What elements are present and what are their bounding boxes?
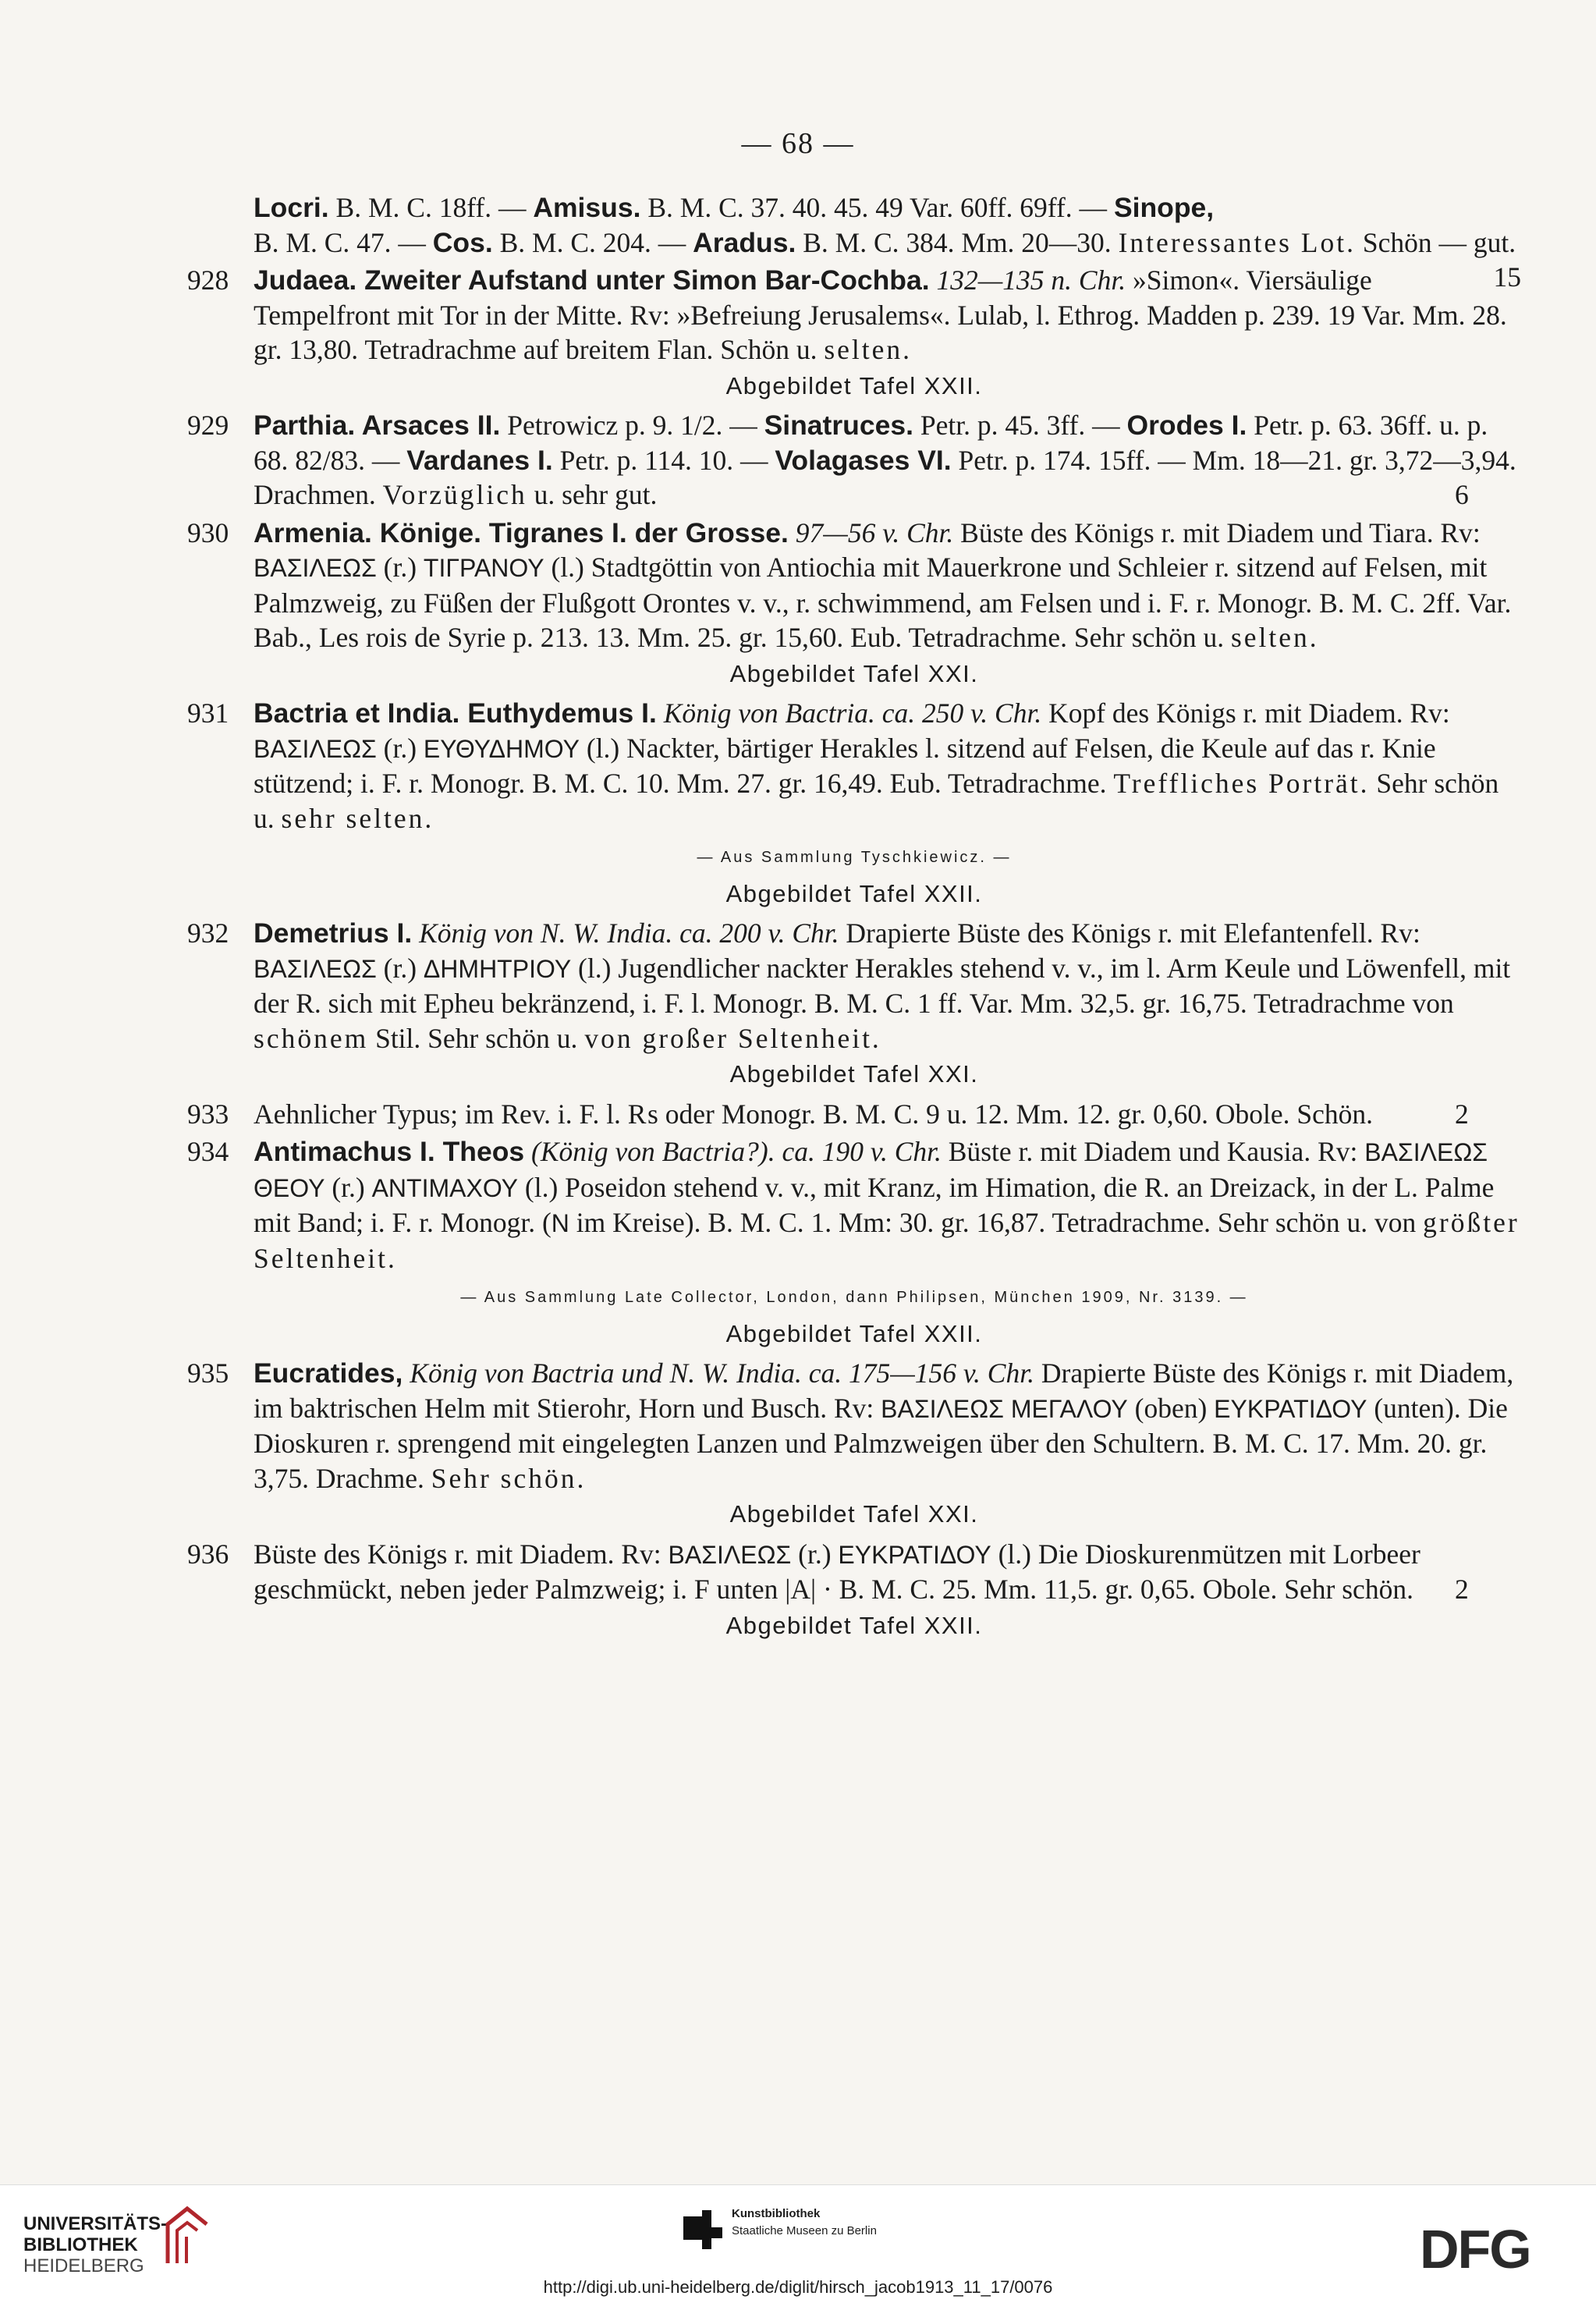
entry-text-run: Interessantes Lot. bbox=[1118, 226, 1356, 258]
entry-text-run bbox=[403, 1357, 410, 1389]
entry-text-run: B. M. C. 37. 40. 45. 49 Var. 60ff. 69ff. — bbox=[640, 192, 1114, 223]
kunstbibliothek-mark-icon bbox=[680, 2210, 724, 2249]
entry-heading: Demetrius I. bbox=[254, 917, 413, 949]
entry-heading: Antimachus I. Theos bbox=[254, 1136, 525, 1167]
entry-text-run: (unten). Die Dioskuren r. sprengend mit eingelegten Lanzen und Palmzweigen über den Schultern. B. M. C. 17. Mm. 20. gr. 3,75. Drachme. bbox=[254, 1392, 1508, 1494]
entry-text-run: B. M. C. 384. Mm. 20—30. bbox=[796, 226, 1119, 258]
entry-text-run bbox=[657, 697, 664, 729]
entry-dating: 97—56 v. Chr. bbox=[795, 516, 954, 548]
entry-text-run: größter Seltenheit. bbox=[254, 1207, 1520, 1274]
entry-text-run: schönem bbox=[254, 1022, 369, 1054]
entry-heading: Sinope, bbox=[1113, 192, 1215, 223]
lot-number: 929 bbox=[187, 410, 229, 441]
entry-text-run: »Simon«. Viersäulige Tempelfront mit Tor in der Mitte. Rv: »Befreiung Jerusalems«. Lulab, l. Ethrog. Madden p. 239. 19 Var. Mm. 28. gr. 13,80. Tetradrachme auf breitem Flan. Schön u. bbox=[254, 264, 1507, 365]
source-url[interactable]: http://digi.ub.uni-heidelberg.de/diglit/hirsch_jacob1913_11_17/0076 bbox=[543, 2277, 1053, 2297]
dfg-logo: DFG bbox=[1420, 2219, 1530, 2280]
entry-text-run: Sehr schön. bbox=[431, 1462, 587, 1494]
lot-number: 930 bbox=[187, 516, 229, 548]
entry-text-run bbox=[789, 517, 796, 548]
entry-heading: Bactria et India. Euthydemus I. bbox=[254, 697, 657, 729]
entry-heading: Eucratides, bbox=[254, 1357, 403, 1389]
plate-reference: Abgebildet Tafel XXII. bbox=[725, 1319, 983, 1347]
plate-reference: Abgebildet Tafel XXII. bbox=[725, 371, 983, 399]
entry-text bbox=[187, 516, 1521, 655]
entry-text-run: B. M. C. 47. — bbox=[254, 226, 433, 258]
entry-text-run: (l.) Nackter, bärtiger Herakles l. sitzend auf Felsen, die Keule auf das r. Knie stützend; i. F. r. Monogr. B. M. C. 10. Mm. 27. gr. 16,49. Eub. Tetradrachme. bbox=[254, 732, 1436, 799]
entry-heading: Aradus. bbox=[693, 226, 796, 258]
entry-text bbox=[187, 263, 1521, 367]
entry-heading: Cos. bbox=[432, 226, 493, 258]
entry-text-run: Stil. Sehr schön u. bbox=[368, 1022, 585, 1054]
entry-heading: Armenia. Könige. Tigranes I. der Grosse. bbox=[254, 516, 789, 548]
entry-text-run: (l.) Poseidon stehend v. v., mit Kranz, im Himation, die R. an Dreizack, in der L. Palme mit Band; i. F. r. Monogr. ( bbox=[254, 1171, 1495, 1238]
entry-text-run: Vorzüglich bbox=[382, 479, 527, 510]
entry-text-run: B. M. C. 18ff. — bbox=[328, 192, 534, 223]
greek-legend: ΕΥΚΡΑΤΙΔΟΥ bbox=[1214, 1394, 1367, 1423]
greek-legend: ΒΑΣΙΛΕΩΣ bbox=[254, 554, 377, 582]
greek-legend: ΤΙΓΡΑΝΟΥ bbox=[423, 554, 544, 582]
entry-text-run: Sehr schön u. bbox=[254, 768, 1499, 834]
entry-dating: König von N. W. India. ca. 200 v. Chr. bbox=[419, 917, 839, 949]
entry-text-run: selten. bbox=[824, 334, 913, 365]
greek-legend: ΒΑΣΙΛΕΩΣ bbox=[254, 954, 377, 983]
entry-text-run: (r.) bbox=[791, 1538, 839, 1570]
entry-text-run: (r.) bbox=[376, 552, 424, 583]
greek-legend: ΒΑΣΙΛΕΩΣ bbox=[668, 1540, 792, 1569]
catalog-entries bbox=[187, 190, 1521, 1648]
catalog-entry bbox=[187, 516, 1521, 692]
entry-heading: Orodes I. bbox=[1126, 410, 1247, 441]
entry-text-run: Petr. p. 114. 10. — bbox=[552, 444, 775, 476]
entry-text bbox=[187, 696, 1521, 836]
entry-text-run: Aehnlicher Typus; im Rev. i. F. l. ₨ oder Monogr. B. M. C. 9 u. 12. Mm. 12. gr. 0,60. Obole. Schön. bbox=[254, 1098, 1374, 1130]
entry-dating: (König von Bactria?). ca. 190 v. Chr. bbox=[531, 1136, 942, 1167]
entry-text: 936 Büste des Königs r. mit Diadem. Rv: ΒΑΣΙΛΕΩΣ (r.) ΕΥΚΡΑΤΙΔΟΥ (l.) Die Dioskurenmützen mit Lorbeer geschmückt, neben jeder Palmzweig; i. F unten |A| · B. M. C. 25. Mm. 11,5. gr. 0,65. Obole. Sehr schön. 2 bbox=[187, 1538, 1469, 1605]
entry-text bbox=[187, 1134, 1521, 1276]
lot-number: 932 bbox=[187, 917, 229, 949]
catalog-entry bbox=[187, 1134, 1521, 1351]
catalog-entry bbox=[187, 1356, 1521, 1532]
catalog-entry bbox=[187, 696, 1521, 911]
catalog-entry bbox=[187, 263, 1521, 403]
entry-text-run: Petr. p. 174. 15ff. — Mm. 18—21. gr. 3,72—3,94. Drachmen. bbox=[254, 444, 1516, 510]
digitization-footer: UNIVERSITÄTS- BIBLIOTHEK HEIDELBERG Kunstbibliothek Staatliche Museen zu Berlin DFG http://digi.ub.uni-heidelberg.de/diglit/hirsch_jacob1913_11_17/0076 bbox=[0, 2184, 1596, 2303]
entry-text-run: Petr. p. 63. 36ff. u. p. 68. 82/83. — bbox=[254, 410, 1488, 476]
entry-text-run: (l.) Die Dioskurenmützen mit Lorbeer geschmückt, neben jeder Palmzweig; i. F unten |A| · B. M. C. 25. Mm. 11,5. gr. 0,65. Obole. Sehr schön. bbox=[254, 1538, 1420, 1605]
greek-legend: ΕΥΚΡΑΤΙΔΟΥ bbox=[838, 1540, 991, 1569]
greek-legend: ΒΑΣΙΛΕΩΣ ΜΕΓΑΛΟΥ bbox=[881, 1394, 1128, 1423]
plate-reference: Abgebildet Tafel XXI. bbox=[729, 1060, 979, 1088]
plate-reference: Abgebildet Tafel XXI. bbox=[729, 1500, 979, 1528]
entry-dating: 132—135 n. Chr. bbox=[936, 264, 1126, 296]
entry-text bbox=[187, 916, 1521, 1056]
page-number: — 68 — bbox=[741, 127, 855, 160]
university-logo-icon bbox=[160, 2201, 215, 2271]
entry-text-run: u. sehr gut. bbox=[527, 479, 658, 510]
entry-heading: Amisus. bbox=[533, 192, 641, 223]
entry-heading: Locri. bbox=[254, 192, 329, 223]
entry-heading: Judaea. Zweiter Aufstand unter Simon Bar-Cochba. bbox=[254, 264, 930, 296]
entry-text-run: Petr. p. 45. 3ff. — bbox=[913, 410, 1127, 441]
greek-legend: ΔΗΜΗΤΡΙΟΥ bbox=[423, 954, 572, 983]
lot-number: 936 bbox=[187, 1538, 229, 1570]
entry-heading: Vardanes I. bbox=[406, 444, 553, 476]
entry-text-run bbox=[524, 1136, 531, 1167]
entry-text-run: Kopf des Königs r. mit Diadem. Rv: bbox=[1041, 697, 1450, 729]
catalog-entry bbox=[187, 408, 1521, 513]
entry-text-run: Treffliches Porträt. bbox=[1113, 768, 1370, 799]
lot-number: 935 bbox=[187, 1357, 229, 1389]
entry-text-run: (oben) bbox=[1127, 1392, 1215, 1424]
provenance-note: — Aus Sammlung Tyschkiewicz. — bbox=[697, 849, 1012, 866]
lot-number: 928 bbox=[187, 264, 229, 296]
entry-text-run: Drapierte Büste des Königs r. mit Elefantenfell. Rv: bbox=[839, 917, 1420, 949]
entry-text-run: (r.) bbox=[376, 732, 424, 764]
greek-legend: ΒΑΣΙΛΕΩΣ ΘΕΟΥ bbox=[254, 1138, 1488, 1202]
plate-reference: Abgebildet Tafel XXI. bbox=[729, 659, 979, 687]
greek-legend: ΒΑΣΙΛΕΩΣ bbox=[254, 734, 377, 763]
entry-text-run: sehr selten. bbox=[281, 802, 434, 834]
lot-number: 933 bbox=[187, 1098, 229, 1130]
catalog-entry bbox=[187, 916, 1521, 1092]
lot-number: 931 bbox=[187, 697, 229, 729]
entry-text: 929 Parthia. Arsaces II. Petrowicz p. 9. 1/2. — Sinatruces. Petr. p. 45. 3ff. — Orodes I. Petr. p. 63. 36ff. u. p. 68. 82/83. — Vardanes I. Petr. p. 114. 10. — Volagases VI. Petr. p. 174. 15ff. — Mm. 18—21. gr. 3,72—3,94. Drachmen. Vorzüglich u. sehr gut. 6 bbox=[187, 410, 1516, 510]
catalog-entry bbox=[187, 1097, 1521, 1132]
entry-text: 933 Aehnlicher Typus; im Rev. i. F. l. ₨ oder Monogr. B. M. C. 9 u. 12. Mm. 12. gr. 0,60. Obole. Schön. 2 bbox=[187, 1097, 1521, 1132]
catalog-entry bbox=[187, 1537, 1521, 1644]
entry-dating: König von Bactria. ca. 250 v. Chr. bbox=[663, 697, 1042, 729]
entry-text bbox=[187, 1356, 1521, 1496]
plate-reference: Abgebildet Tafel XXII. bbox=[725, 1611, 983, 1639]
entry-text-run: (r.) bbox=[376, 952, 424, 984]
entry-text bbox=[187, 190, 1521, 225]
entry-text-run: (r.) bbox=[325, 1171, 372, 1203]
entry-text-run: selten. bbox=[1230, 622, 1319, 653]
entry-text-run: B. M. C. 204. — bbox=[492, 226, 693, 258]
greek-legend: ΕΥΘΥΔΗΜΟΥ bbox=[423, 734, 580, 763]
entry-text-run: Schön — gut. bbox=[1355, 226, 1516, 258]
plate-reference: Abgebildet Tafel XXII. bbox=[725, 879, 983, 907]
entry-text-run: (l.) Jugendlicher nackter Herakles stehend v. v., im l. Arm Keule und Löwenfell, mit der R. sich mit Epheu bekränzend, i. F. l. Monogr. B. M. C. 1 ff. Var. Mm. 32,5. gr. 16,75. Tetradrachme von bbox=[254, 952, 1511, 1019]
entry-text-run: Büste des Königs r. mit Diadem und Tiara. Rv: bbox=[953, 516, 1481, 548]
lot-number: 934 bbox=[187, 1136, 229, 1167]
university-library-label: UNIVERSITÄTS- BIBLIOTHEK HEIDELBERG bbox=[23, 2213, 168, 2276]
entry-dating: König von Bactria und N. W. India. ca. 175—156 v. Chr. bbox=[410, 1357, 1034, 1389]
entry-text-run: Büste r. mit Diadem und Kausia. Rv: bbox=[941, 1136, 1365, 1167]
provenance-note: — Aus Sammlung Late Collector, London, dann Philipsen, München 1909, Nr. 3139. — bbox=[460, 1289, 1248, 1306]
entry-text-run: von großer Seltenheit. bbox=[584, 1022, 881, 1054]
entry-text-run: im Kreise). B. M. C. 1. Mm: 30. gr. 16,87. Tetradrachme. Sehr schön u. von bbox=[569, 1207, 1424, 1238]
entry-heading: Sinatruces. bbox=[764, 410, 913, 441]
greek-legend: ΑΝΤΙΜΑΧΟΥ bbox=[371, 1173, 519, 1202]
entry-text-run: Petrowicz p. 9. 1/2. — bbox=[500, 410, 764, 441]
entry-heading: Volagases VI. bbox=[775, 444, 952, 476]
lot-price: 15 bbox=[1493, 261, 1521, 293]
entry-heading: Parthia. Arsaces II. bbox=[254, 410, 501, 441]
entry-text-run: Drapierte Büste des Königs r. mit Diadem, im baktrischen Helm mit Stierohr, Horn und Busch. Rv: bbox=[254, 1357, 1514, 1424]
entry-text-run: Büste des Königs r. mit Diadem. Rv: bbox=[254, 1538, 669, 1570]
greek-legend: N bbox=[551, 1209, 569, 1237]
entry-text-run bbox=[412, 917, 419, 949]
entry-text-run: (l.) Stadtgöttin von Antiochia mit Mauerkrone und Schleier r. sitzend auf Felsen, mit Palmzweig, zu Füßen der Flußgott Orontes v. v., r. schwimmend, am Felsen und i. F. r. Monogr. B. M. C. 2ff. Var. Bab., Les rois de Syrie p. 213. 13. Mm. 25. gr. 15,60. Eub. Tetradrachme. Sehr schön u. bbox=[254, 552, 1512, 653]
